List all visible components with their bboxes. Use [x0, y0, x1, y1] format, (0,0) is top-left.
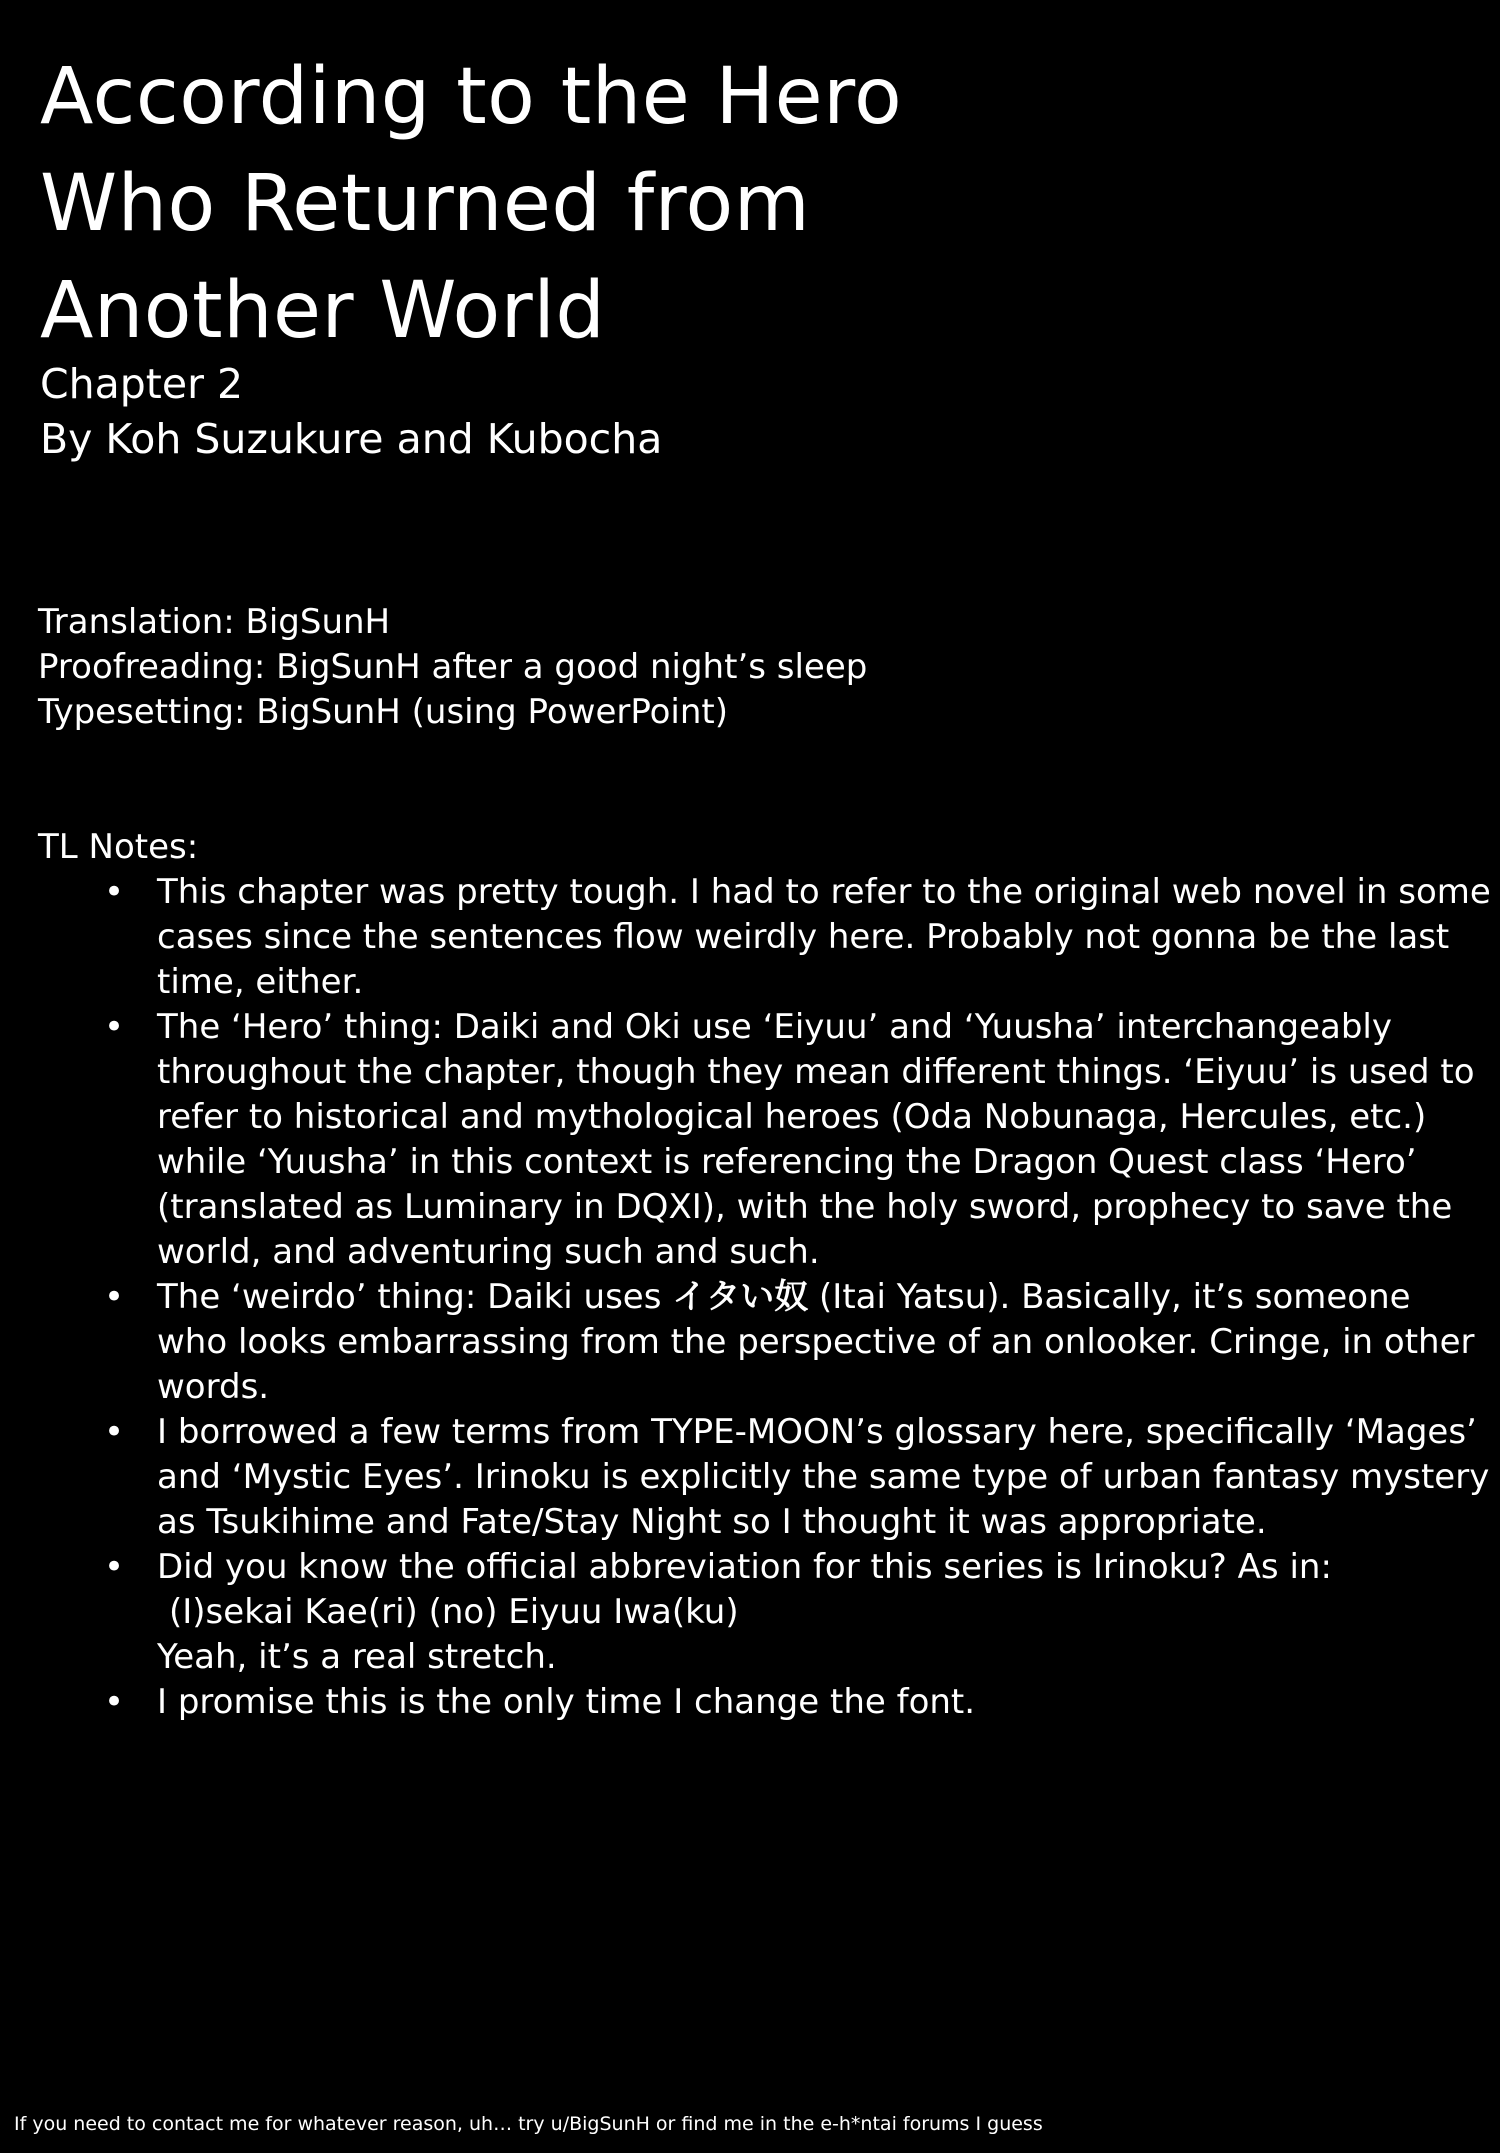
note-line: world, and adventuring such and such. — [157, 1232, 820, 1272]
note-text — [157, 870, 1491, 1005]
note-line: time, either. — [157, 962, 364, 1002]
chapter-label: Chapter 2 — [40, 360, 244, 408]
note-line: I borrowed a few terms from TYPE-MOON’s glossary here, specifically ‘Mages’ — [157, 1412, 1477, 1452]
title-line: Another World — [40, 266, 606, 356]
note-line: as Tsukihime and Fate/Stay Night so I thought it was appropriate. — [157, 1502, 1267, 1542]
bullet-icon: • — [104, 1682, 125, 1722]
note-text-segment: The ‘weirdo’ thing: Daiki uses — [157, 1277, 673, 1317]
note-text — [157, 1545, 1478, 1680]
abbreviation-line: (I)sekai Kae(ri) (no) Eiyuu Iwa(ku) — [169, 1592, 739, 1632]
title-line: Who Returned from — [40, 159, 811, 249]
list-item — [38, 1680, 1478, 1725]
document-title — [40, 44, 902, 365]
author-byline: By Koh Suzukure and Kubocha — [40, 415, 663, 463]
bullet-icon: • — [104, 1547, 125, 1587]
note-line: cases since the sentences flow weirdly here. Probably not gonna be the last — [157, 917, 1450, 957]
subtitle-block — [40, 357, 662, 467]
note-line: who looks embarrassing from the perspective of an onlooker. Cringe, in other — [157, 1322, 1475, 1362]
note-line: I promise this is the only time I change the font. — [157, 1682, 976, 1722]
credits-block — [38, 600, 867, 735]
bullet-icon: • — [104, 1277, 125, 1317]
typesetting-credit: Typesetting: BigSunH (using PowerPoint) — [38, 692, 729, 732]
note-line: and ‘Mystic Eyes’. Irinoku is explicitly the same type of urban fantasy mystery — [157, 1457, 1490, 1497]
note-line: words. — [157, 1367, 270, 1407]
list-item — [38, 870, 1491, 1005]
note-line: Yeah, it’s a real stretch. — [157, 1637, 557, 1677]
bullet-icon: • — [104, 1007, 125, 1047]
list-item — [38, 1005, 1478, 1275]
note-text — [157, 1680, 1478, 1725]
note-line: Did you know the official abbreviation for this series is Irinoku? As in: — [157, 1547, 1332, 1587]
note-text-segment: (Itai Yatsu). Basically, it’s someone — [808, 1277, 1411, 1317]
list-item — [38, 1410, 1490, 1545]
note-line: The ‘Hero’ thing: Daiki and Oki use ‘Eiyuu’ and ‘Yuusha’ interchangeably — [157, 1007, 1392, 1047]
tl-notes-heading: TL Notes: — [38, 827, 199, 867]
note-line: (translated as Luminary in DQXI), with the holy sword, prophecy to save the — [157, 1187, 1453, 1227]
contact-footer: If you need to contact me for whatever reason, uh… try u/BigSunH or find me in the e-h*ntai forums I guess — [14, 2113, 1043, 2135]
note-text — [157, 1005, 1478, 1275]
note-line: throughout the chapter, though they mean different things. ‘Eiyuu’ is used to — [157, 1052, 1475, 1092]
bullet-icon: • — [104, 1412, 125, 1452]
note-text — [157, 1275, 1478, 1410]
note-line: refer to historical and mythological heroes (Oda Nobunaga, Hercules, etc.) — [157, 1097, 1427, 1137]
note-line: This chapter was pretty tough. I had to refer to the original web novel in some — [157, 872, 1491, 912]
note-text — [157, 1410, 1490, 1545]
tl-notes-list — [38, 870, 1491, 1725]
tl-notes-section — [38, 825, 1491, 1725]
proofreading-credit: Proofreading: BigSunH after a good night’s sleep — [38, 647, 868, 687]
note-line — [157, 1275, 1478, 1320]
list-item — [38, 1275, 1478, 1410]
title-line: According to the Hero — [40, 52, 903, 142]
japanese-term: イタい奴 — [672, 1277, 809, 1317]
bullet-icon: • — [104, 872, 125, 912]
translation-credit: Translation: BigSunH — [38, 602, 391, 642]
note-line: while ‘Yuusha’ in this context is referencing the Dragon Quest class ‘Hero’ — [157, 1142, 1417, 1182]
list-item — [38, 1545, 1478, 1680]
